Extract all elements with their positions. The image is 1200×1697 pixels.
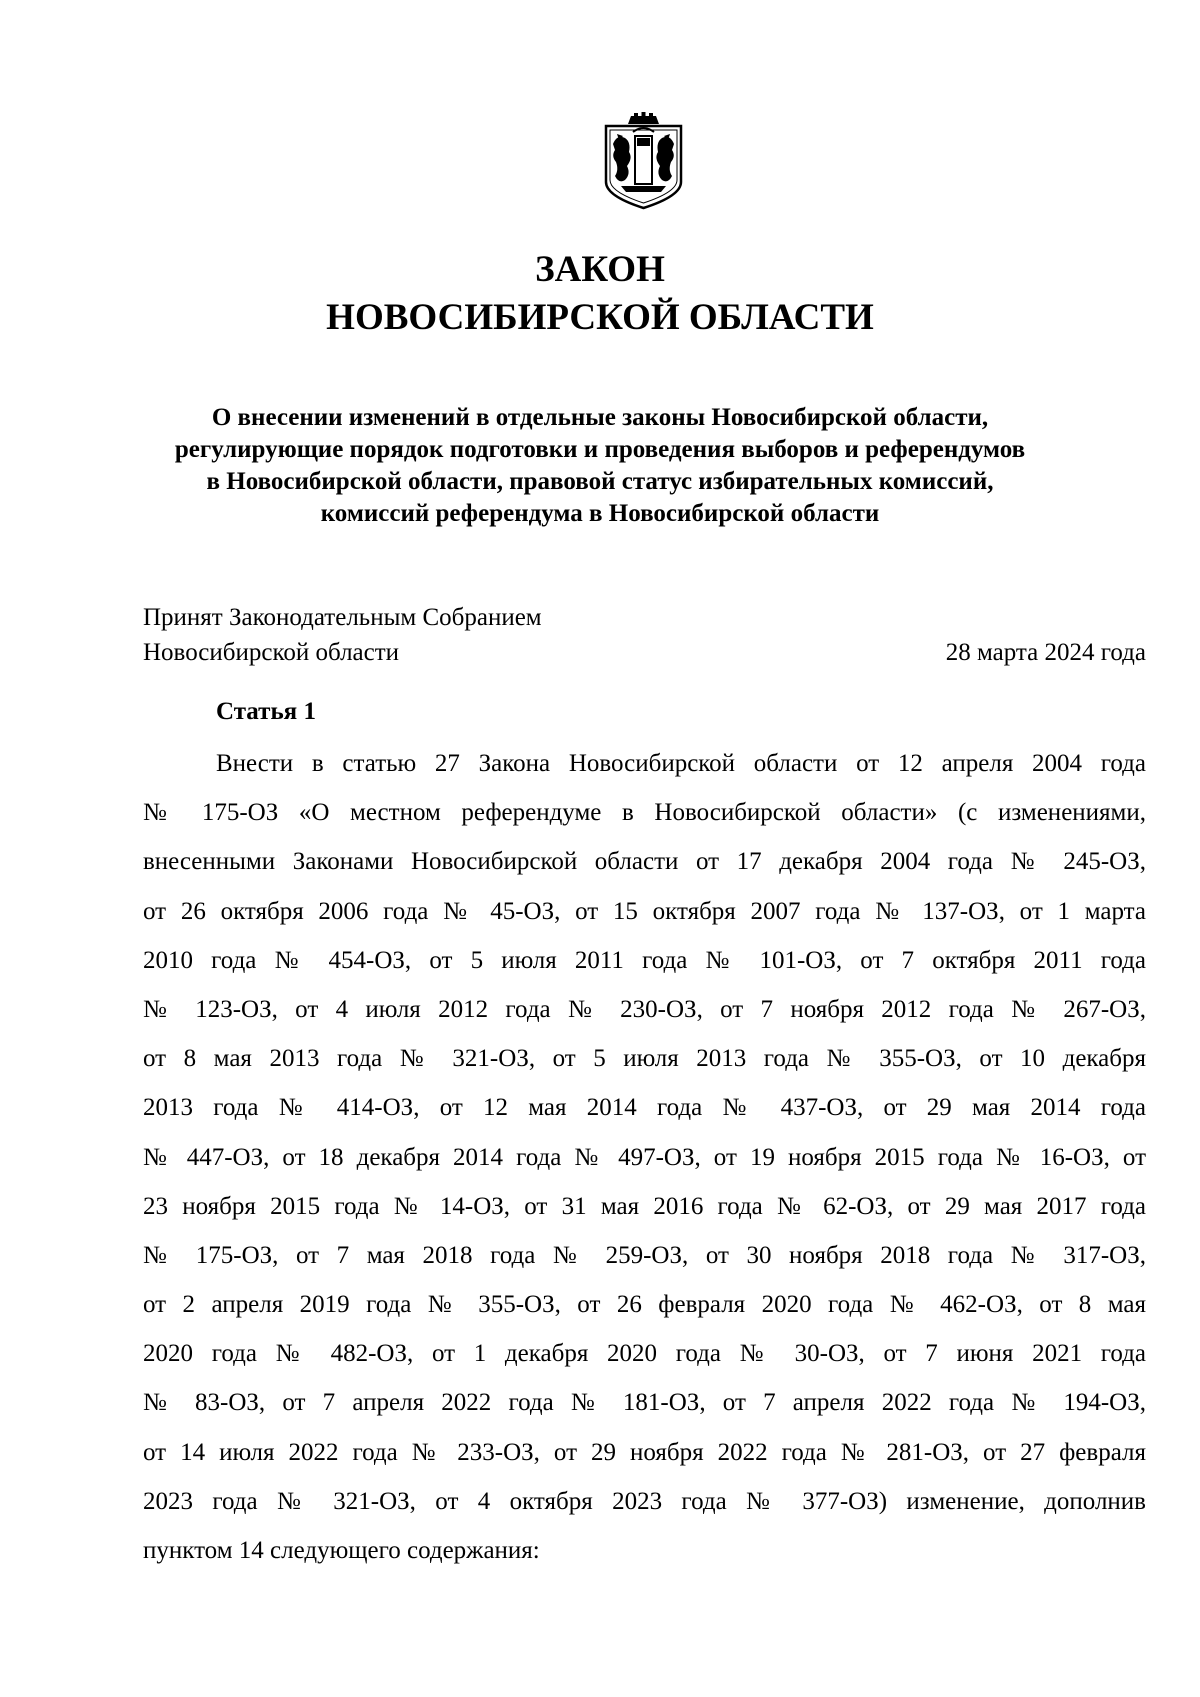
article-line: внесенными Законами Новосибирской области от 17 декабря 2004 года № 245-ОЗ, [143,848,1146,876]
article-line: № 447-ОЗ, от 18 декабря 2014 года № 497-ОЗ, от 19 ноября 2015 года № 16-ОЗ, от [143,1143,1146,1171]
article-line: от 26 октября 2006 года № 45-ОЗ, от 15 октября 2007 года № 137-ОЗ, от 1 марта [143,897,1146,925]
novosibirsk-coat-of-arms-icon [603,112,684,210]
article-line: 2023 года № 321-ОЗ, от 4 октября 2023 года № 377-ОЗ) изменение, дополнив [143,1487,1146,1515]
article-title: Статья 1 [216,698,316,725]
law-title-line-1: ЗАКОН [535,249,665,290]
article-line: пунктом 14 следующего содержания: [143,1537,540,1564]
article-line: 2010 года № 454-ОЗ, от 5 июля 2011 года № 101-ОЗ, от 7 октября 2011 года [143,946,1146,974]
adopted-by-line-2: Новосибирской области [143,639,400,666]
article-line: № 175-ОЗ «О местном референдуме в Новосибирской области» (с изменениями, [143,799,1146,827]
adoption-block [143,600,1146,670]
article-line: Внести в статью 27 Закона Новосибирской области от 12 апреля 2004 года [216,750,1146,777]
article-line: 2013 года № 414-ОЗ, от 12 мая 2014 года № 437-ОЗ, от 29 мая 2014 года [143,1094,1146,1122]
law-title-line-2: НОВОСИБИРСКОЙ ОБЛАСТИ [326,297,874,338]
law-subject-line: в Новосибирской области, правовой статус избирательных комиссий, [206,468,994,495]
law-subject [120,402,1080,530]
law-subject-line: О внесении изменений в отдельные законы Новосибирской области, [211,404,989,431]
adoption-date: 28 марта 2024 года [945,639,1146,666]
article-line: № 123-ОЗ, от 4 июля 2012 года № 230-ОЗ, от 7 ноября 2012 года № 267-ОЗ, [143,995,1146,1023]
law-title [0,246,1200,342]
adopted-by-line-1: Принят Законодательным Собранием [143,604,542,631]
article-line: от 14 июля 2022 года № 233-ОЗ, от 29 ноября 2022 года № 281-ОЗ, от 27 февраля [143,1438,1146,1466]
article-line: от 8 мая 2013 года № 321-ОЗ, от 5 июля 2013 года № 355-ОЗ, от 10 декабря [143,1045,1146,1073]
law-subject-line: регулирующие порядок подготовки и проведения выборов и референдумов [174,436,1026,463]
article-line: 2020 года № 482-ОЗ, от 1 декабря 2020 года № 30-ОЗ, от 7 июня 2021 года [143,1340,1146,1368]
article-line: от 2 апреля 2019 года № 355-ОЗ, от 26 февраля 2020 года № 462-ОЗ, от 8 мая [143,1291,1146,1319]
article-line: № 175-ОЗ, от 7 мая 2018 года № 259-ОЗ, от 30 ноября 2018 года № 317-ОЗ, [143,1241,1146,1269]
article-line: № 83-ОЗ, от 7 апреля 2022 года № 181-ОЗ, от 7 апреля 2022 года № 194-ОЗ, [143,1389,1146,1417]
article-body [143,739,1146,1575]
law-subject-line: комиссий референдума в Новосибирской области [320,500,880,527]
article-line: 23 ноября 2015 года № 14-ОЗ, от 31 мая 2016 года № 62-ОЗ, от 29 мая 2017 года [143,1192,1146,1220]
